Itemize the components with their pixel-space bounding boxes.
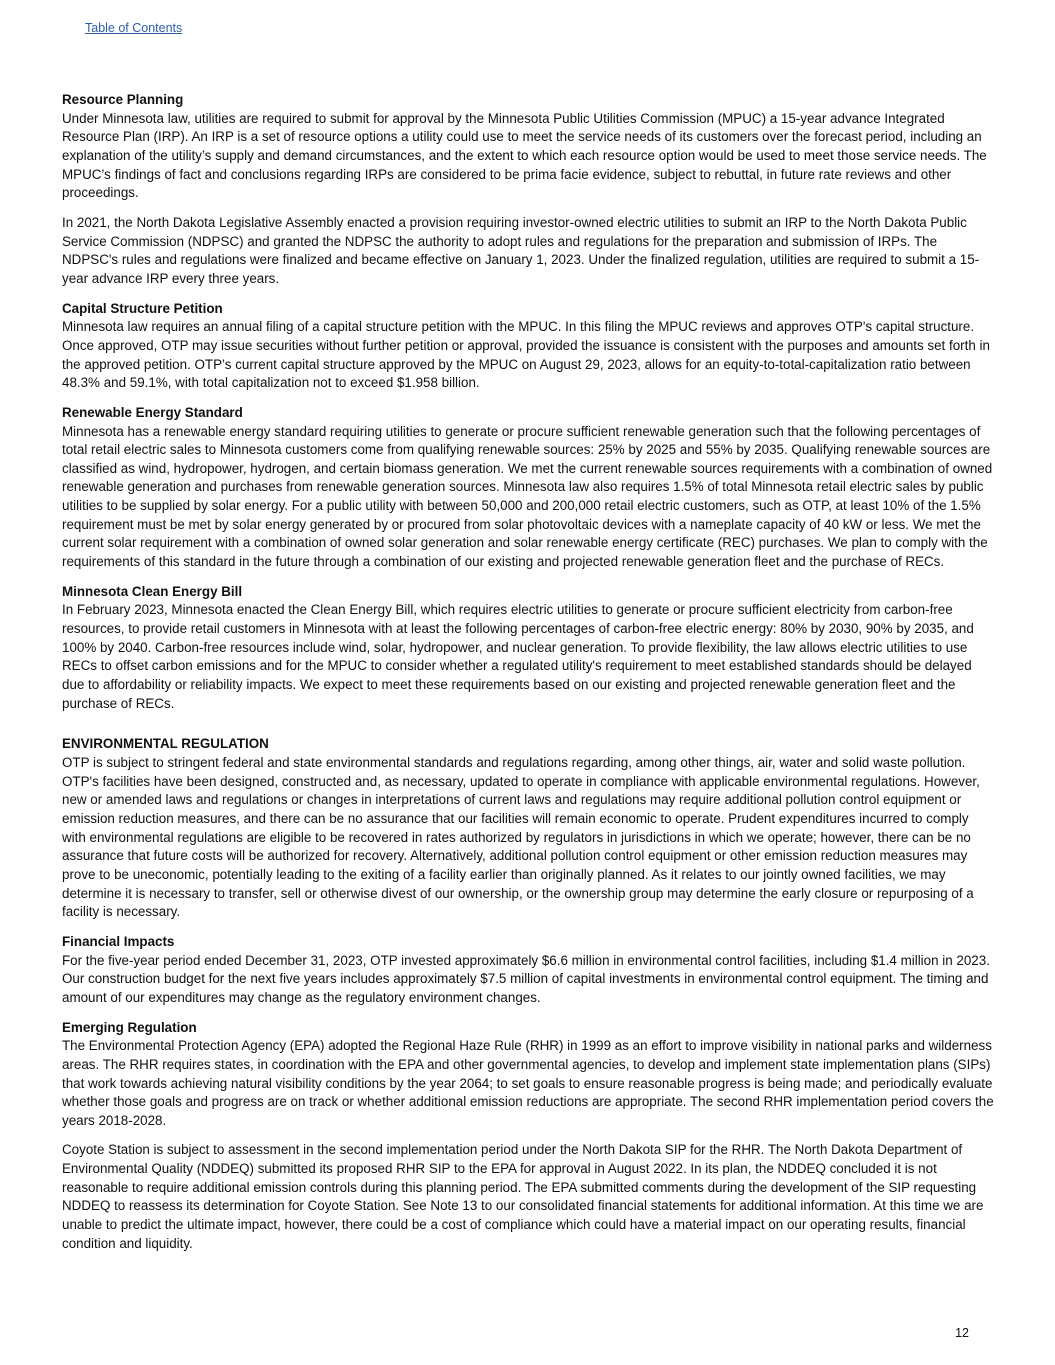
section-heading: Minnesota Clean Energy Bill bbox=[62, 583, 243, 599]
paragraph: OTP is subject to stringent federal and state environmental standards and regulations regarding, among other things, air, water and solid waste pollution. OTP's facilities have been designed, constructed and, as necessary, updated to operate in compliance with applicable environmental regulations. However, new or amended laws and regulations or changes in interpretations of current laws and regulations may require additional pollution control equipment or emission reduction measures, and there can be no assurance that our facilities will remain economic to operate. Prudent expenditures incurred to comply with environmental regulations are eligible to be recovered in rates authorized by regulators in jurisdictions in which we operate; however, there can be no assurance that future costs will be authorized for recovery. Alternatively, additional pollution control equipment or other emission reduction measures may prove to be uneconomic, potentially leading to the exiting of a facility earlier than originally planned. As it relates to our jointly owned facilities, we may determine it is necessary to transfer, sell or otherwise divest of our ownership, or the ownership group may determine the early closure or repurposing of a facility is necessary. bbox=[62, 755, 980, 920]
section-environmental-regulation bbox=[62, 735, 994, 922]
paragraph: For the five-year period ended December 31, 2023, OTP invested approximately $6.6 million in environmental control facilities, including $1.4 million in 2023. Our construction budget for the next five years includes approximately $7.5 million of capital investments in environmental control equipment. The timing and amount of our expenditures may change as the regulatory environment changes. bbox=[62, 952, 990, 1005]
section-emerging-regulation bbox=[62, 1019, 994, 1254]
section-heading: Capital Structure Petition bbox=[62, 300, 223, 316]
paragraph: The Environmental Protection Agency (EPA) adopted the Regional Haze Rule (RHR) in 1999 as an effort to improve visibility in national parks and wilderness areas. The RHR requires states, in coordination with the EPA and other governmental agencies, to develop and implement state implementation plans (SIPs) that work towards achieving natural visibility conditions by the year 2064; to set goals to ensure reasonable progress is being made; and periodically evaluate whether those goals and progress are on track or whether additional emission reductions are appropriate. The second RHR implementation period covers the years 2018-2028. bbox=[62, 1038, 994, 1128]
paragraph: In February 2023, Minnesota enacted the Clean Energy Bill, which requires electric utilities to generate or procure sufficient electricity from carbon-free resources, to provide retail customers in Minnesota with at least the following percentages of carbon-free electric energy: 80% by 2030, 90% by 2035, and 100% by 2040. Carbon-free resources include wind, solar, hydropower, and nuclear generation. To provide flexibility, the law allows electric utilities to use RECs to offset carbon emissions and for the MPUC to consider whether a regulated utility's requirement to meet established standards should be delayed due to affordability or reliability impacts. We expect to meet these requirements based on our existing and projected renewable generation fleet and the purchase of RECs. bbox=[62, 602, 974, 711]
paragraph: In 2021, the North Dakota Legislative Assembly enacted a provision requiring investor-owned electric utilities to submit an IRP to the North Dakota Public Service Commission (NDPSC) and granted the NDPSC the authority to adopt rules and regulations for the preparation and submission of IRPs. The NDPSC's rules and regulations were finalized and became effective on January 1, 2023. Under the finalized regulation, utilities are required to submit a 15-year advance IRP every three years. bbox=[62, 214, 980, 286]
section-heading: Financial Impacts bbox=[62, 933, 175, 949]
section-capital-structure-petition bbox=[62, 300, 994, 393]
paragraph: Coyote Station is subject to assessment in the second implementation period under the North Dakota SIP for the RHR. The North Dakota Department of Environmental Quality (NDDEQ) submitted its proposed RHR SIP to the EPA for approval in August 2022. In its plan, the NDDEQ concluded it is not reasonable to require additional emission controls during this planning period. The EPA submitted comments during the development of the SIP requesting NDDEQ to reassess its determination for Coyote Station. See Note 13 to our consolidated financial statements for additional information. At this time we are unable to predict the ultimate impact, however, there could be a cost of compliance which could have a material impact on our operating results, financial condition and liquidity. bbox=[62, 1142, 984, 1251]
paragraph: Under Minnesota law, utilities are required to submit for approval by the Minnesota Public Utilities Commission (MPUC) a 15-year advance Integrated Resource Plan (IRP). An IRP is a set of resource options a utility could use to meet the service needs of its customers over the forecast period, including an explanation of the utility’s supply and demand circumstances, and the extent to which each resource option would be used to meet those service needs. The MPUC’s findings of fact and conclusions regarding IRPs are considered to be prima facie evidence, subject to rebuttal, in future rate reviews and other proceedings. bbox=[62, 110, 987, 201]
section-renewable-energy-standard bbox=[62, 404, 994, 572]
section-heading: Renewable Energy Standard bbox=[62, 404, 243, 420]
table-of-contents-link[interactable]: Table of Contents bbox=[85, 21, 183, 35]
document-body bbox=[62, 91, 994, 1264]
section-heading: Emerging Regulation bbox=[62, 1019, 197, 1035]
section-financial-impacts bbox=[62, 933, 994, 1008]
section-heading: ENVIRONMENTAL REGULATION bbox=[62, 736, 269, 752]
paragraph: Minnesota law requires an annual filing of a capital structure petition with the MPUC. In this filing the MPUC reviews and approves OTP's capital structure. Once approved, OTP may issue securities without further petition or approval, provided the issuance is consistent with the purposes and amounts set forth in the approved petition. OTP’s current capital structure approved by the MPUC on August 29, 2023, allows for an equity-to-total-capitalization ratio between 48.3% and 59.1%, with total capitalization not to exceed $1.958 billion. bbox=[62, 319, 990, 391]
page-number: 12 bbox=[955, 1326, 969, 1340]
section-minnesota-clean-energy-bill bbox=[62, 583, 994, 714]
paragraph: Minnesota has a renewable energy standard requiring utilities to generate or procure sufficient renewable generation such that the following percentages of total retail electric sales to Minnesota customers come from qualifying renewable sources: 25% by 2025 and 55% by 2035. Qualifying renewable sources are classified as wind, hydropower, hydrogen, and certain biomass generation. We met the current renewable sources requirements with a combination of owned renewable generation and purchases from renewable generation sources. Minnesota law also requires 1.5% of total Minnesota retail electric sales by public utilities to be supplied by solar energy. For a public utility with between 50,000 and 200,000 retail electric customers, such as OTP, at least 10% of the 1.5% requirement must be met by solar energy generated by or procured from solar photovoltaic devices with a nameplate capacity of 40 kW or less. We met the current solar requirement with a combination of owned solar generation and solar renewable energy certificate (REC) purchases. We plan to comply with the requirements of this standard in the future through a combination of our existing and projected renewable generation fleet and the purchase of RECs. bbox=[62, 423, 993, 570]
section-heading: Resource Planning bbox=[62, 92, 184, 107]
section-resource-planning bbox=[62, 91, 994, 289]
